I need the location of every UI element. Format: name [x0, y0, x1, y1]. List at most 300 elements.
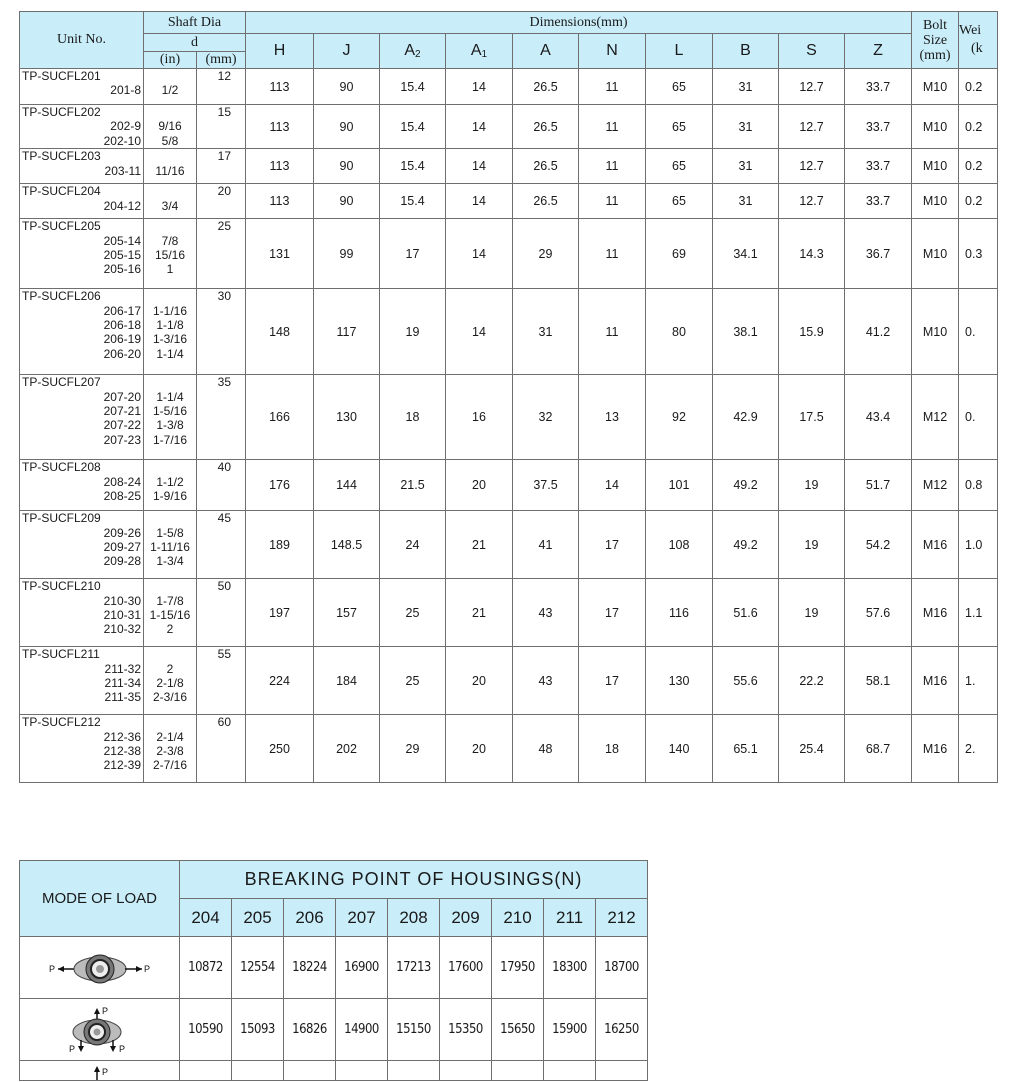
- dim-a2-cell: 17: [380, 219, 446, 289]
- dim-z-cell: 36.7: [845, 219, 912, 289]
- breaking-point-value: 16250: [596, 999, 648, 1061]
- breaking-point-value: 15350: [440, 999, 492, 1061]
- unit-variant: 207-23: [103, 432, 141, 447]
- dim-weight-cell: 2.: [959, 715, 998, 783]
- dim-s-cell: 19: [779, 579, 845, 647]
- dim-bolt-cell: M16: [912, 647, 959, 715]
- dim-a1-cell: 21: [446, 511, 513, 579]
- shaft-dia-mm-cell: 60: [197, 715, 246, 783]
- shaft-dia-inch: 7/8: [161, 233, 179, 248]
- unit-model: TP-SUCFL203: [22, 149, 101, 164]
- dim-s-cell: 17.5: [779, 375, 845, 460]
- dim-a2-cell: 29: [380, 715, 446, 783]
- unit-model: TP-SUCFL212: [22, 715, 101, 730]
- breaking-point-value: [544, 1061, 596, 1081]
- shaft-dia-inch: [146, 105, 194, 119]
- dim-z-cell: 33.7: [845, 69, 912, 105]
- unit-variant: 212-39: [103, 758, 141, 773]
- dim-n-cell: 11: [579, 69, 646, 105]
- dim-a1-cell: 14: [446, 184, 513, 219]
- breaking-point-value: 15093: [232, 999, 284, 1061]
- dim-weight-cell: 0.3: [959, 219, 998, 289]
- dim-a1-cell: 14: [446, 149, 513, 184]
- breaking-point-value: 18224: [284, 937, 336, 999]
- dim-l-cell: 101: [646, 460, 713, 511]
- table-row: [20, 69, 998, 105]
- shaft-dia-mm-cell: 45: [197, 511, 246, 579]
- breaking-point-value: [492, 1061, 544, 1081]
- shaft-dia-inch-cell: [144, 219, 197, 289]
- table-row: [20, 105, 998, 149]
- shaft-dia-inch: 1-1/16: [152, 303, 188, 318]
- table-row: [20, 460, 998, 511]
- dim-weight-cell: 0.: [959, 289, 998, 375]
- unit-no-cell: [20, 715, 144, 783]
- shaft-dia-inch: 11/16: [155, 163, 185, 178]
- bolt-header-line2: Size: [922, 32, 948, 48]
- dim-h-cell: 166: [246, 375, 314, 460]
- dim-a1-cell: 14: [446, 219, 513, 289]
- dim-n-cell: 17: [579, 647, 646, 715]
- shaft-dia-mm-cell: 12: [197, 69, 246, 105]
- shaft-dia-inch: [146, 375, 194, 389]
- bearing-size-header: 207: [336, 899, 388, 937]
- dim-z-cell: 43.4: [845, 375, 912, 460]
- table-row: [20, 184, 998, 219]
- breaking-point-value: 16826: [284, 999, 336, 1061]
- shaft-dia-inch: 1-1/8: [156, 318, 184, 333]
- dim-b-cell: 65.1: [713, 715, 779, 783]
- shaft-dia-inch-cell: [144, 715, 197, 783]
- dim-b-cell: 55.6: [713, 647, 779, 715]
- in-header: (in): [144, 52, 197, 69]
- shaft-dia-mm-cell: 40: [197, 460, 246, 511]
- dim-l-cell: 65: [646, 149, 713, 184]
- dim-n-cell: 17: [579, 511, 646, 579]
- dim-z-cell: 33.7: [845, 149, 912, 184]
- shaft-dia-inch: 2-7/16: [152, 758, 188, 773]
- dim-b-cell: 31: [713, 149, 779, 184]
- shaft-dia-inch: [146, 149, 194, 163]
- dim-l-cell: 130: [646, 647, 713, 715]
- unit-no-cell: [20, 219, 144, 289]
- dim-j-cell: 90: [314, 105, 380, 149]
- unit-model: TP-SUCFL204: [22, 184, 101, 199]
- shaft-dia-mm-cell: 15: [197, 105, 246, 149]
- dim-weight-cell: 1.: [959, 647, 998, 715]
- bearing-size-header: 209: [440, 899, 492, 937]
- dim-j-cell: 202: [314, 715, 380, 783]
- l-header: L: [646, 34, 713, 69]
- shaft-dia-header: Shaft Dia: [144, 12, 246, 34]
- dim-bolt-cell: M10: [912, 105, 959, 149]
- dim-a1-cell: 20: [446, 647, 513, 715]
- dim-n-cell: 11: [579, 149, 646, 184]
- dim-b-cell: 31: [713, 69, 779, 105]
- bearing-size-header: 212: [596, 899, 648, 937]
- table-row: [20, 375, 998, 460]
- dim-l-cell: 108: [646, 511, 713, 579]
- unit-no-cell: [20, 149, 144, 184]
- dim-bolt-cell: M16: [912, 511, 959, 579]
- unit-variant: 206-18: [103, 318, 141, 333]
- dim-weight-cell: 1.1: [959, 579, 998, 647]
- breaking-point-value: 10872: [180, 937, 232, 999]
- dim-a1-cell: 21: [446, 579, 513, 647]
- dim-b-cell: 31: [713, 184, 779, 219]
- shaft-dia-inch: 1-1/2: [156, 474, 184, 489]
- dim-n-cell: 14: [579, 460, 646, 511]
- dim-a1-cell: 14: [446, 105, 513, 149]
- table-row: [20, 149, 998, 184]
- dim-a1-cell: 20: [446, 715, 513, 783]
- shaft-dia-inch: [146, 184, 194, 198]
- dim-a-cell: 31: [513, 289, 579, 375]
- weight-header-line2: (k: [971, 41, 983, 56]
- table-row: [20, 937, 648, 999]
- breaking-point-body: [20, 937, 648, 1081]
- dim-a-cell: 37.5: [513, 460, 579, 511]
- shaft-dia-inch: [146, 511, 194, 525]
- unit-model: TP-SUCFL206: [22, 289, 101, 304]
- dim-s-cell: 12.7: [779, 149, 845, 184]
- shaft-dia-inch: 5/8: [161, 133, 179, 148]
- dim-a2-cell: 25: [380, 647, 446, 715]
- n-header: N: [579, 34, 646, 69]
- table-row: [20, 1061, 648, 1081]
- dim-b-cell: 38.1: [713, 289, 779, 375]
- breaking-point-value: [336, 1061, 388, 1081]
- dim-z-cell: 33.7: [845, 105, 912, 149]
- breaking-point-value: [232, 1061, 284, 1081]
- unit-no-header: Unit No.: [20, 12, 144, 69]
- svg-text:P: P: [143, 963, 150, 974]
- breaking-point-value: 15900: [544, 999, 596, 1061]
- dim-l-cell: 65: [646, 105, 713, 149]
- unit-no-cell: [20, 460, 144, 511]
- shaft-dia-inch: 2-1/4: [156, 729, 184, 744]
- unit-variant: 202-9: [110, 119, 141, 134]
- unit-model: TP-SUCFL209: [22, 511, 101, 526]
- unit-variant: 208-25: [103, 489, 141, 504]
- dim-a-cell: 43: [513, 647, 579, 715]
- unit-no-cell: [20, 69, 144, 105]
- dim-l-cell: 80: [646, 289, 713, 375]
- dim-a-cell: 48: [513, 715, 579, 783]
- weight-header: [959, 12, 998, 69]
- svg-text:P: P: [48, 963, 55, 974]
- dim-l-cell: 92: [646, 375, 713, 460]
- dim-b-cell: 49.2: [713, 460, 779, 511]
- dim-weight-cell: 0.: [959, 375, 998, 460]
- unit-variant: 211-35: [104, 690, 141, 705]
- breaking-point-value: 17600: [440, 937, 492, 999]
- breaking-point-value: 10590: [180, 999, 232, 1061]
- dim-a1-cell: 16: [446, 375, 513, 460]
- breaking-point-title: BREAKING POINT OF HOUSINGS(N): [180, 861, 648, 899]
- dim-a2-cell: 19: [380, 289, 446, 375]
- shaft-dia-inch: 1-7/8: [156, 593, 184, 608]
- dim-l-cell: 116: [646, 579, 713, 647]
- dim-weight-cell: 0.2: [959, 105, 998, 149]
- table-row: [20, 999, 648, 1061]
- unit-variant: 211-32: [104, 661, 141, 676]
- dim-j-cell: 117: [314, 289, 380, 375]
- dim-z-cell: 51.7: [845, 460, 912, 511]
- shaft-dia-inch: 9/16: [158, 119, 182, 134]
- shaft-dia-inch: 1: [166, 262, 174, 277]
- unit-model: TP-SUCFL205: [22, 219, 101, 234]
- dim-h-cell: 176: [246, 460, 314, 511]
- svg-text:P: P: [101, 1067, 108, 1077]
- dim-b-cell: 42.9: [713, 375, 779, 460]
- shaft-dia-inch-cell: [144, 579, 197, 647]
- dim-b-cell: 51.6: [713, 579, 779, 647]
- dim-bolt-cell: M10: [912, 289, 959, 375]
- dim-n-cell: 11: [579, 105, 646, 149]
- dim-n-cell: 11: [579, 289, 646, 375]
- breaking-point-value: 16900: [336, 937, 388, 999]
- unit-variant: 209-26: [103, 525, 141, 540]
- unit-variant: 206-17: [103, 303, 141, 318]
- unit-variant: 206-19: [103, 332, 141, 347]
- shaft-dia-inch: 2-3/8: [156, 744, 184, 759]
- breaking-point-value: 18300: [544, 937, 596, 999]
- shaft-dia-inch: 2-1/8: [156, 676, 184, 691]
- dim-bolt-cell: M10: [912, 219, 959, 289]
- unit-variant: 212-38: [103, 744, 141, 759]
- unit-no-cell: [20, 289, 144, 375]
- shaft-dia-inch-cell: [144, 69, 197, 105]
- shaft-dia-inch: 2: [166, 622, 174, 637]
- breaking-point-value: 14900: [336, 999, 388, 1061]
- unit-variant: 210-32: [103, 622, 141, 637]
- dim-a2-cell: 15.4: [380, 105, 446, 149]
- dim-a2-cell: 15.4: [380, 184, 446, 219]
- dim-s-cell: 25.4: [779, 715, 845, 783]
- dim-h-cell: 113: [246, 69, 314, 105]
- a-header: A: [513, 34, 579, 69]
- dim-j-cell: 144: [314, 460, 380, 511]
- dim-l-cell: 69: [646, 219, 713, 289]
- unit-variant: 205-15: [103, 248, 141, 263]
- breaking-point-value: [388, 1061, 440, 1081]
- shaft-dia-inch: [146, 579, 194, 593]
- shaft-dia-inch-cell: [144, 184, 197, 219]
- shaft-dia-inch: 1-1/4: [156, 346, 184, 361]
- dim-s-cell: 14.3: [779, 219, 845, 289]
- unit-variant: 201-8: [110, 83, 141, 98]
- dim-j-cell: 184: [314, 647, 380, 715]
- vertical-load-diagram-icon: [20, 999, 180, 1061]
- shaft-dia-inch-cell: [144, 460, 197, 511]
- shaft-dia-inch: 2-3/16: [152, 690, 188, 705]
- unit-variant: 205-14: [103, 233, 141, 248]
- dim-s-cell: 19: [779, 511, 845, 579]
- unit-no-cell: [20, 105, 144, 149]
- dim-h-cell: 250: [246, 715, 314, 783]
- breaking-point-value: [284, 1061, 336, 1081]
- dim-a1-cell: 14: [446, 289, 513, 375]
- unit-variant: 204-12: [103, 198, 141, 213]
- dim-h-cell: 197: [246, 579, 314, 647]
- dim-a-cell: 29: [513, 219, 579, 289]
- shaft-dia-inch: [146, 69, 194, 83]
- shaft-dia-mm-cell: 55: [197, 647, 246, 715]
- shaft-dia-inch: [146, 715, 194, 729]
- bearing-size-header: 210: [492, 899, 544, 937]
- bolt-header-line1: Bolt: [922, 17, 948, 33]
- dim-z-cell: 54.2: [845, 511, 912, 579]
- dim-z-cell: 58.1: [845, 647, 912, 715]
- shaft-dia-inch-cell: [144, 105, 197, 149]
- dim-bolt-cell: M12: [912, 460, 959, 511]
- dim-a2-cell: 24: [380, 511, 446, 579]
- dim-n-cell: 13: [579, 375, 646, 460]
- dim-h-cell: 113: [246, 184, 314, 219]
- shaft-dia-inch: [146, 460, 194, 474]
- shaft-dia-mm-cell: 35: [197, 375, 246, 460]
- dim-a1-cell: 20: [446, 460, 513, 511]
- unit-variant: 209-28: [103, 554, 141, 569]
- dimensions-table: [19, 11, 998, 783]
- a2-base: A: [404, 42, 416, 59]
- d-header: d: [144, 34, 246, 52]
- shaft-dia-mm-cell: 17: [197, 149, 246, 184]
- dim-h-cell: 189: [246, 511, 314, 579]
- svg-text:P: P: [118, 1043, 125, 1054]
- shaft-dia-inch: 1-7/16: [152, 432, 188, 447]
- shaft-dia-inch-cell: [144, 149, 197, 184]
- dim-bolt-cell: M10: [912, 149, 959, 184]
- bearing-size-header: 211: [544, 899, 596, 937]
- dim-l-cell: 65: [646, 184, 713, 219]
- dim-n-cell: 18: [579, 715, 646, 783]
- unit-no-cell: [20, 579, 144, 647]
- dim-z-cell: 68.7: [845, 715, 912, 783]
- dim-a-cell: 26.5: [513, 149, 579, 184]
- table-row: [20, 511, 998, 579]
- shaft-dia-inch: 1-5/16: [152, 404, 188, 419]
- unit-model: TP-SUCFL208: [22, 460, 101, 475]
- dim-h-cell: 131: [246, 219, 314, 289]
- unit-no-cell: [20, 184, 144, 219]
- dim-a-cell: 41: [513, 511, 579, 579]
- dim-h-cell: 224: [246, 647, 314, 715]
- dim-a-cell: 26.5: [513, 184, 579, 219]
- dim-n-cell: 11: [579, 219, 646, 289]
- unit-variant: 210-30: [103, 593, 141, 608]
- dim-weight-cell: 0.2: [959, 149, 998, 184]
- shaft-dia-inch: [146, 647, 194, 661]
- a2-sub: 2: [415, 49, 421, 60]
- dim-h-cell: 148: [246, 289, 314, 375]
- a1-sub: 1: [481, 49, 488, 60]
- shaft-dia-inch: 1-11/16: [150, 540, 190, 555]
- dim-s-cell: 19: [779, 460, 845, 511]
- shaft-dia-inch: 3/4: [161, 198, 179, 213]
- j-header: J: [314, 34, 380, 69]
- unit-variant: 206-20: [103, 346, 141, 361]
- unit-model: TP-SUCFL207: [22, 375, 101, 390]
- bearing-size-header: 206: [284, 899, 336, 937]
- dim-j-cell: 90: [314, 184, 380, 219]
- shaft-dia-inch: 1-3/16: [152, 332, 188, 347]
- unit-model: TP-SUCFL202: [22, 105, 101, 119]
- dim-b-cell: 34.1: [713, 219, 779, 289]
- dim-a-cell: 32: [513, 375, 579, 460]
- dim-j-cell: 90: [314, 149, 380, 184]
- a1-base: A: [470, 42, 482, 59]
- shaft-dia-inch: 2: [166, 661, 174, 676]
- shaft-dia-inch: 15/16: [154, 248, 186, 263]
- unit-variant: 207-21: [103, 404, 141, 419]
- dim-b-cell: 49.2: [713, 511, 779, 579]
- shaft-dia-inch: [146, 289, 194, 303]
- shaft-dia-inch: 1-3/8: [156, 418, 184, 433]
- dim-j-cell: 148.5: [314, 511, 380, 579]
- mode-of-load-header: MODE OF LOAD: [20, 861, 180, 937]
- h-header: H: [246, 34, 314, 69]
- unit-no-cell: [20, 511, 144, 579]
- unit-variant: 207-20: [103, 389, 141, 404]
- weight-header-line1: Wei: [959, 23, 982, 38]
- unit-variant: 210-31: [103, 608, 141, 623]
- a1-header: [446, 34, 513, 69]
- dim-weight-cell: 1.0: [959, 511, 998, 579]
- horizontal-load-diagram-icon: [20, 937, 180, 999]
- breaking-point-value: 17213: [388, 937, 440, 999]
- breaking-point-value: 15650: [492, 999, 544, 1061]
- unit-variant: 208-24: [103, 474, 141, 489]
- dim-s-cell: 22.2: [779, 647, 845, 715]
- dim-a-cell: 43: [513, 579, 579, 647]
- unit-variant: 212-36: [103, 729, 141, 744]
- breaking-point-value: 17950: [492, 937, 544, 999]
- unit-no-cell: [20, 375, 144, 460]
- table-row: [20, 289, 998, 375]
- dim-weight-cell: 0.2: [959, 184, 998, 219]
- dim-s-cell: 15.9: [779, 289, 845, 375]
- table-row: [20, 715, 998, 783]
- svg-text:P: P: [101, 1005, 108, 1016]
- dimensions-header: Dimensions(mm): [246, 12, 912, 34]
- dim-h-cell: 113: [246, 105, 314, 149]
- dim-s-cell: 12.7: [779, 105, 845, 149]
- dim-bolt-cell: M16: [912, 579, 959, 647]
- dim-weight-cell: 0.8: [959, 460, 998, 511]
- dim-a-cell: 26.5: [513, 69, 579, 105]
- table-row: [20, 219, 998, 289]
- dim-a2-cell: 18: [380, 375, 446, 460]
- dim-n-cell: 17: [579, 579, 646, 647]
- breaking-point-value: [440, 1061, 492, 1081]
- unit-variant: 211-34: [104, 676, 141, 691]
- bolt-size-header: [912, 12, 959, 69]
- dim-bolt-cell: M10: [912, 184, 959, 219]
- shaft-dia-inch: 1-3/4: [156, 554, 184, 569]
- bearing-size-header: 205: [232, 899, 284, 937]
- shaft-dia-inch-cell: [144, 647, 197, 715]
- dim-j-cell: 157: [314, 579, 380, 647]
- dim-l-cell: 140: [646, 715, 713, 783]
- unit-variant: 209-27: [103, 540, 141, 555]
- breaking-point-value: [596, 1061, 648, 1081]
- shaft-dia-inch-cell: [144, 289, 197, 375]
- unit-variant: 203-11: [104, 163, 141, 178]
- dim-a1-cell: 14: [446, 69, 513, 105]
- dim-a2-cell: 21.5: [380, 460, 446, 511]
